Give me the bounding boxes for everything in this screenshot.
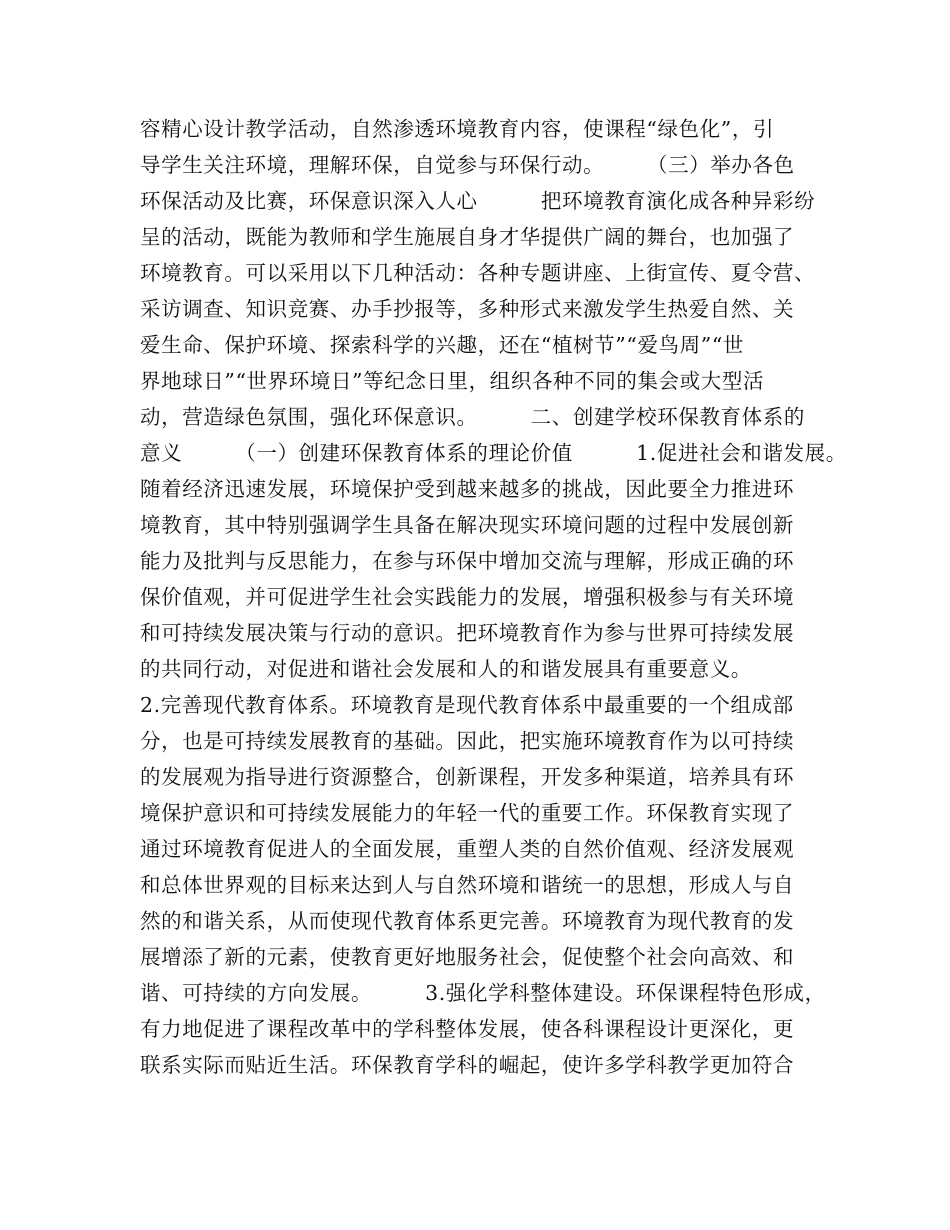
text-line: 爱生命、保护环境、探索科学的兴趣，还在“植树节”“爱鸟周”“世	[140, 333, 744, 357]
text-line: 的发展观为指导进行资源整合，创新课程，开发多种渠道，培养具有环	[140, 765, 795, 789]
text-line: 采访调查、知识竞赛、办手抄报等，多种形式来激发学生热爱自然、关	[140, 297, 795, 321]
text-line: 保价值观，并可促进学生社会实践能力的发展，增强积极参与有关环境	[140, 585, 795, 609]
text-line: 境教育，其中特别强调学生具备在解决现实环境问题的过程中发展创新	[140, 513, 795, 537]
text-line: 然的和谐关系，从而使现代教育体系更完善。环境教育为现代教育的发	[140, 909, 795, 933]
text-line: 呈的活动，既能为教师和学生施展自身才华提供广阔的舞台，也加强了	[140, 225, 795, 249]
text-line: 联系实际而贴近生活。环保教育学科的崛起，使许多学科教学更加符合	[140, 1053, 795, 1077]
text-line: 意义 （一）创建环保教育体系的理论价值 1.促进社会和谐发展。	[140, 441, 847, 465]
text-line: 展增添了新的元素，使教育更好地服务社会，促使整个社会向高效、和	[140, 945, 795, 969]
text-line: 谐、可持续的方向发展。 3.强化学科整体建设。环保课程特色形成，	[140, 981, 826, 1005]
text-line: 通过环境教育促进人的全面发展，重塑人类的自然价值观、经济发展观	[140, 837, 795, 861]
text-line: 界地球日”“世界环境日”等纪念日里，组织各种不同的集会或大型活	[140, 369, 765, 393]
text-line: 的共同行动，对促进和谐社会发展和人的和谐发展具有重要意义。	[140, 657, 752, 681]
text-line: 导学生关注环境，理解环保，自觉参与环保行动。 （三）举办各色	[140, 153, 795, 177]
text-line: 容精心设计教学活动，自然渗透环境教育内容，使课程“绿色化”，引	[140, 117, 775, 141]
text-line: 环保活动及比赛，环保意识深入人心 把环境教育演化成各种异彩纷	[140, 189, 816, 213]
text-line: 2.完善现代教育体系。环境教育是现代教育体系中最重要的一个组成部	[140, 693, 794, 717]
text-line: 能力及批判与反思能力，在参与环保中增加交流与理解，形成正确的环	[140, 549, 795, 573]
text-line: 境保护意识和可持续发展能力的年轻一代的重要工作。环保教育实现了	[140, 801, 795, 825]
text-line: 和可持续发展决策与行动的意识。把环境教育作为参与世界可持续发展	[140, 621, 795, 645]
text-line: 环境教育。可以采用以下几种活动：各种专题讲座、上街宣传、夏令营、	[140, 261, 816, 285]
body-text	[140, 111, 847, 1083]
text-line: 和总体世界观的目标来达到人与自然环境和谐统一的思想，形成人与自	[140, 873, 795, 897]
text-line: 随着经济迅速发展，环境保护受到越来越多的挑战，因此要全力推进环	[140, 477, 795, 501]
text-line: 分，也是可持续发展教育的基础。因此，把实施环境教育作为以可持续	[140, 729, 795, 753]
text-line: 动，营造绿色氛围，强化环保意识。 二、创建学校环保教育体系的	[140, 405, 805, 429]
text-line: 有力地促进了课程改革中的学科整体发展，使各科课程设计更深化，更	[140, 1017, 795, 1041]
